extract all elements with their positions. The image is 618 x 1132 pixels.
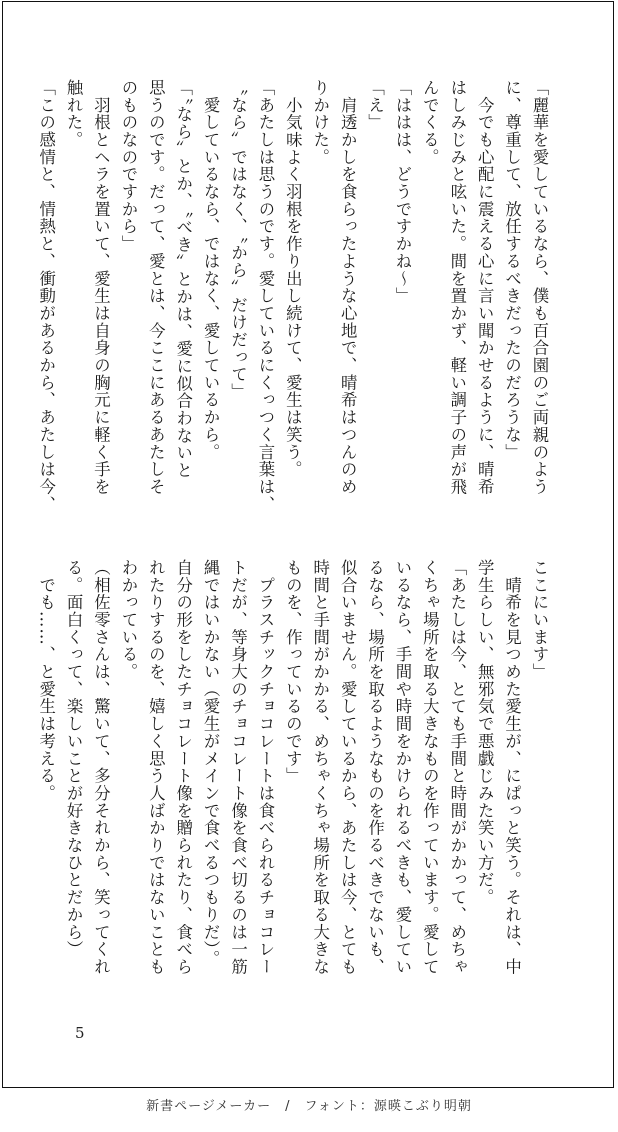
text-line: 晴希を見つめた愛生が、にぱっと笑う。それは、中 <box>502 559 522 976</box>
text-line: れたりするのを、嬉しく思う人ばかりではないことも <box>146 559 166 976</box>
text-line: 「え」 <box>365 79 385 132</box>
text-line: わかっている。 <box>118 559 138 681</box>
text-line: 愛しているなら、ではなく、愛しているから。 <box>201 79 221 461</box>
text-line: 似合いません。愛しているから、あたしは今、とても <box>338 559 358 976</box>
text-line: 学生らしい、無邪気で悪戯じみた笑い方だ。 <box>475 559 495 906</box>
text-line: 羽根とヘラを置いて、愛生は自身の胸元に軽く手を <box>91 79 111 496</box>
text-line: 「あたしは思うのです。愛しているにくっつく言葉は、 <box>255 79 275 513</box>
text-line: いるなら、手間や時間をかけられるべきも、愛してい <box>392 559 412 976</box>
text-line: 「ははは、どうですかね〜」 <box>392 79 412 305</box>
text-line: 縄ではいかない（愛生がメインで食べるつもりだ）。 <box>201 559 221 968</box>
text-line: りかけた。 <box>310 79 330 166</box>
text-line: 「あたしは今、とても手間と時間がかかって、めちゃ <box>447 559 467 976</box>
text-line: 「〝なら〟とか、〝べき〟とかは、愛に似合わないと <box>173 79 193 479</box>
text-line: 触れた。 <box>64 79 84 149</box>
text-line: 「この感情と、情熱と、衝動があるから、あたしは今、 <box>36 79 56 513</box>
text-line: る。面白くって、楽しいことが好きなひとだから） <box>64 559 84 959</box>
text-line: 小気味よく羽根を作り出し続けて、愛生は笑う。 <box>283 79 303 479</box>
text-line: 自分の形をしたチョコレート像を贈られたり、食べら <box>173 559 193 976</box>
text-line: 今でも心配に震える心に言い聞かせるように、晴希 <box>475 79 495 496</box>
text-line: るなら、場所を取るようなものを作るべきでないも、 <box>365 559 385 976</box>
page-frame <box>2 1 614 1088</box>
text-line: はしみじみと呟いた。間を置かず、軽い調子の声が飛 <box>447 79 467 496</box>
text-line: に、尊重して、放任するべきだったのだろうな」 <box>502 79 522 461</box>
text-line: ものを、作っているのです」 <box>283 559 303 785</box>
text-line: 肩透かしを食らったような心地で、晴希はつんのめ <box>338 79 358 496</box>
text-line: トだが、等身大のチョコレート像を食べ切るのは一筋 <box>228 559 248 976</box>
text-line: のものなのですから」 <box>118 79 138 253</box>
text-line: （相佐零さんは、驚いて、多分それから、笑ってくれ <box>91 559 111 976</box>
text-line: 時間と手間がかかる、めちゃくちゃ場所を取る大きな <box>310 559 330 976</box>
text-line: ここにいます」 <box>530 559 549 681</box>
text-line: 〝なら〟ではなく、〝から〟だけだって」 <box>228 79 248 401</box>
footer-credit: 新書ページメーカー / フォント：源暎こぶり明朝 <box>146 1099 472 1114</box>
text-block-top <box>36 79 553 529</box>
text-block-bottom <box>36 559 553 1009</box>
page-number: 5 <box>75 1024 85 1042</box>
text-line: 思うのです。だって、愛とは、今ここにあるあたしそ <box>146 79 166 496</box>
text-line: でも……、と愛生は考える。 <box>36 559 56 802</box>
text-line: 「麗華を愛しているなら、僕も百合園のご両親のよう <box>530 79 549 496</box>
text-line: プラスチックチョコレートは食べられるチョコレー <box>255 559 275 976</box>
text-line: んでくる。 <box>420 79 440 166</box>
text-line: くちゃ場所を取る大きなものを作っています。愛して <box>420 559 440 976</box>
